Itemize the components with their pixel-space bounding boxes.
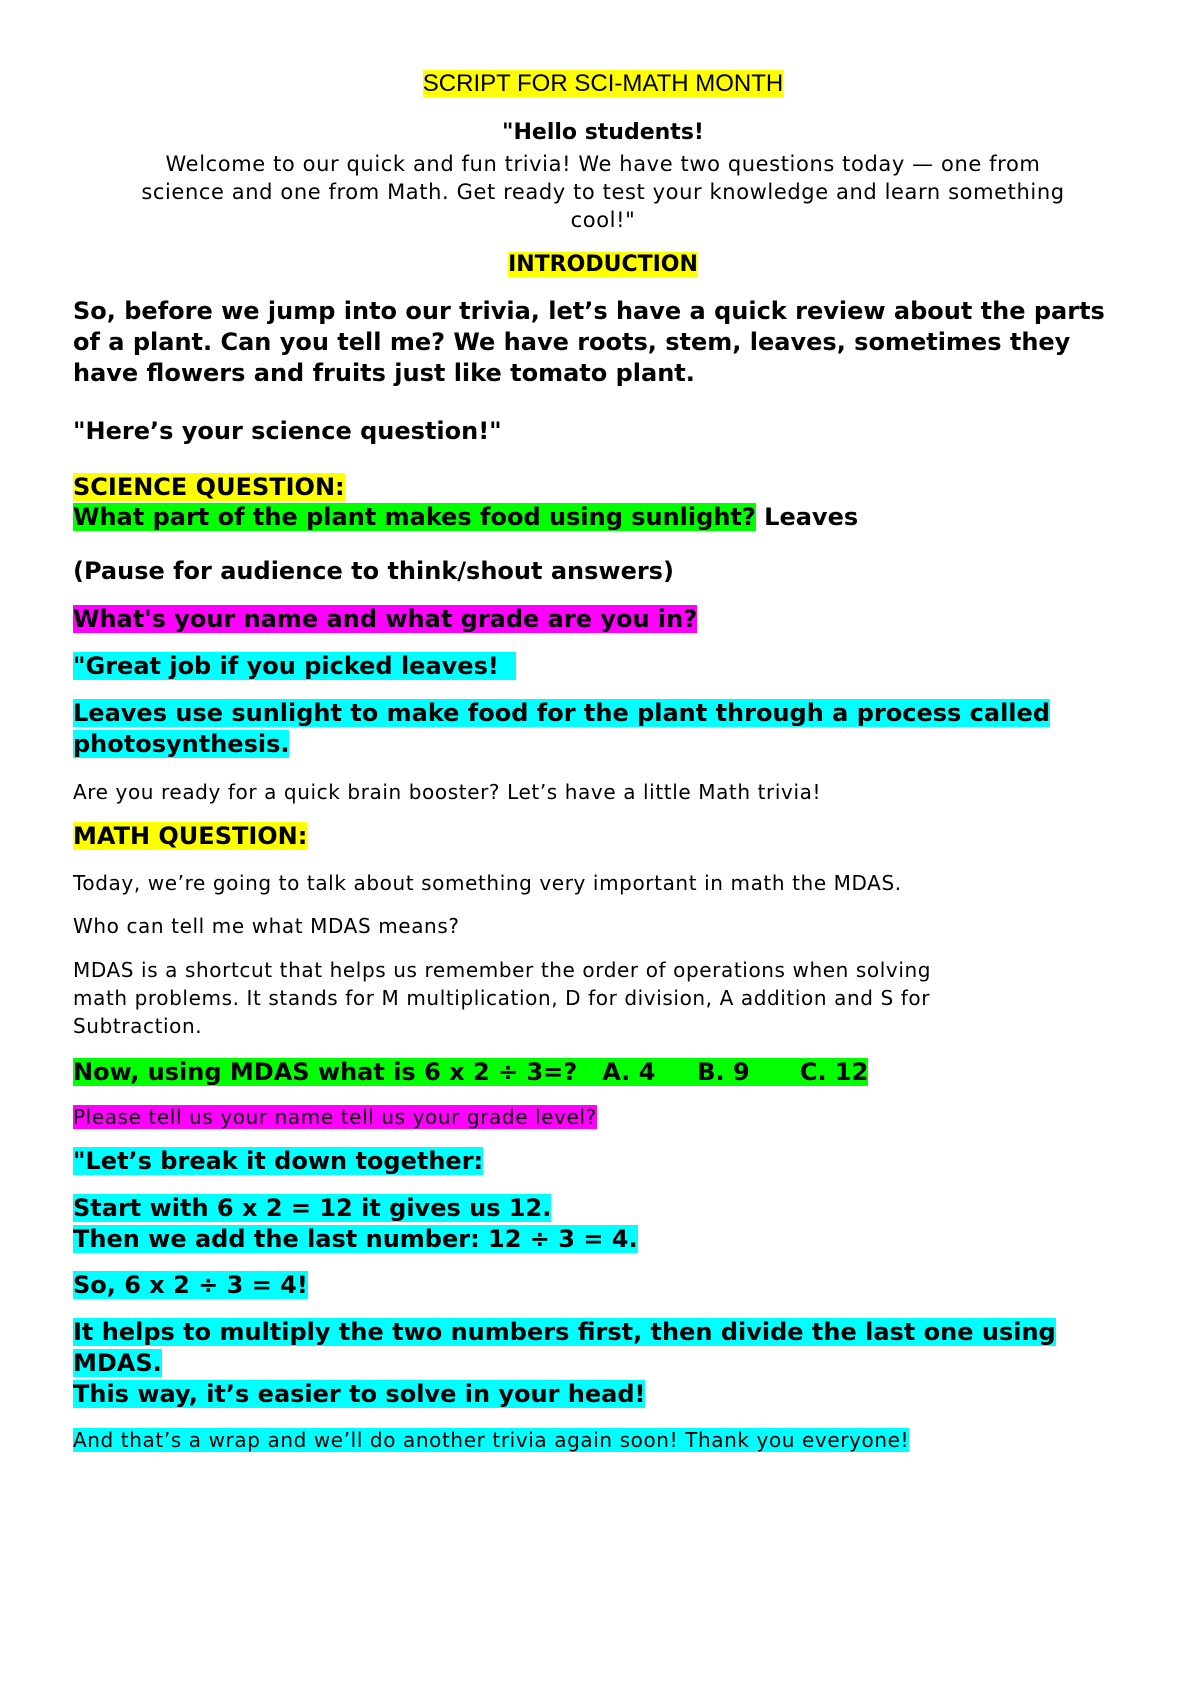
great-job: "Great job if you picked leaves! (73, 652, 516, 680)
math-heading: MATH QUESTION: (73, 822, 308, 850)
title-block (73, 70, 1133, 98)
math-transition: Are you ready for a quick brain booster? Let’s have a little Math trivia! (73, 780, 822, 804)
introduction-heading-block (73, 252, 1133, 277)
greeting-hello-line (73, 120, 1133, 145)
math-ask-name: Please tell us your name tell us your grade level? (73, 1105, 597, 1129)
science-question: What part of the plant makes food using sunlight? (73, 503, 756, 531)
math-result-block (73, 1270, 1133, 1301)
math-explain-line-2: math problems. It stands for M multiplication, D for division, A addition and S for (73, 986, 931, 1010)
math-tip (73, 1317, 1133, 1410)
math-tip-line-2: MDAS. (73, 1349, 162, 1377)
greeting-hello: "Hello students! (502, 120, 704, 145)
science-question-line (73, 502, 1133, 533)
math-steps (73, 1193, 1133, 1255)
math-explanation (73, 956, 1133, 1040)
welcome-line-3: cool!" (570, 208, 636, 232)
science-heading-block (73, 472, 1133, 503)
math-ask-name-block (73, 1103, 1133, 1131)
science-explain-line-2: photosynthesis. (73, 730, 290, 758)
science-ask-name-block (73, 604, 1133, 635)
math-question: Now, using MDAS what is 6 x 2 ÷ 3=? A. 4 B. 9 C. 12 (73, 1058, 869, 1086)
intro-line-1: So, before we jump into our trivia, let’s have a quick review about the parts (73, 297, 1105, 325)
math-tip-line-1: It helps to multiply the two numbers first, then divide the last one using (73, 1318, 1056, 1346)
math-step-1: Start with 6 x 2 = 12 it gives us 12. (73, 1194, 552, 1222)
greeting-welcome (73, 150, 1133, 234)
welcome-line-2: science and one from Math. Get ready to test your knowledge and learn something (141, 180, 1065, 204)
math-heading-block (73, 821, 1133, 852)
math-intro: Today, we’re going to talk about something very important in math the MDAS. (73, 871, 902, 895)
science-answer: Leaves (755, 503, 859, 531)
math-ask: Who can tell me what MDAS means? (73, 914, 460, 938)
introduction-heading: INTRODUCTION (508, 252, 698, 277)
science-explain-line-1: Leaves use sunlight to make food for the plant through a process called (73, 699, 1050, 727)
math-explain-line-3: Subtraction. (73, 1014, 203, 1038)
introduction-paragraph (73, 296, 1133, 389)
math-result: So, 6 x 2 ÷ 3 = 4! (73, 1271, 308, 1299)
intro-line-2: of a plant. Can you tell me? We have roots, stem, leaves, sometimes they (73, 328, 1071, 356)
math-explain-line-1: MDAS is a shortcut that helps us remember the order of operations when solving (73, 958, 932, 982)
welcome-line-1: Welcome to our quick and fun trivia! We have two questions today — one from (165, 152, 1041, 176)
pause-note: (Pause for audience to think/shout answers) (73, 557, 674, 585)
breakdown-intro: "Let’s break it down together: (73, 1147, 484, 1175)
page-title: SCRIPT FOR SCI-MATH MONTH (422, 70, 784, 97)
science-heading: SCIENCE QUESTION: (73, 473, 345, 501)
science-ask-name: What's your name and what grade are you in? (73, 605, 698, 633)
science-prompt: "Here’s your science question!" (73, 417, 502, 445)
closing-line: And that’s a wrap and we’ll do another trivia again soon! Thank you everyone! (73, 1428, 910, 1452)
closing-block (73, 1426, 1133, 1454)
great-job-block (73, 651, 1133, 682)
math-question-block (73, 1057, 1133, 1088)
science-explanation (73, 698, 1133, 760)
math-tip-line-3: This way, it’s easier to solve in your head! (73, 1380, 646, 1408)
intro-line-3: have flowers and fruits just like tomato plant. (73, 359, 695, 387)
breakdown-block (73, 1146, 1133, 1177)
math-step-2: Then we add the last number: 12 ÷ 3 = 4. (73, 1225, 638, 1253)
